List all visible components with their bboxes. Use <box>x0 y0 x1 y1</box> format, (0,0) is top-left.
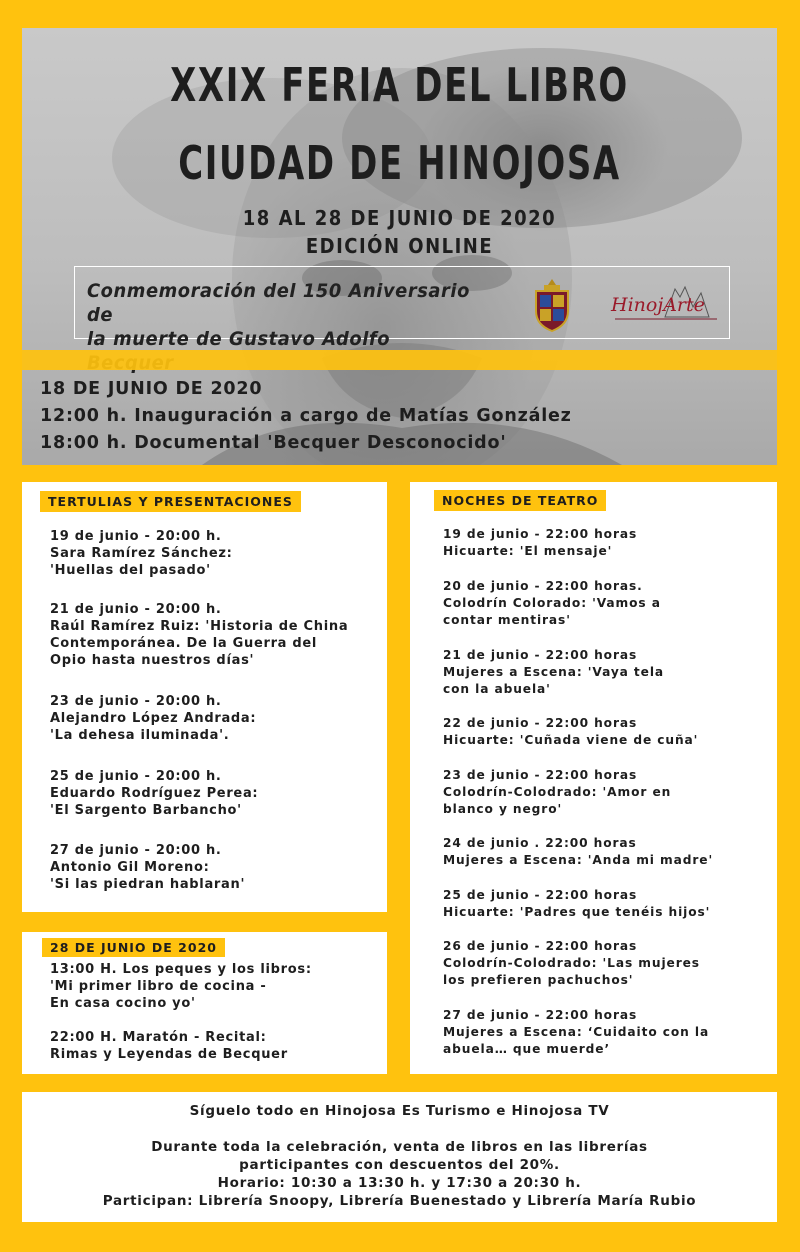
teatro-panel <box>410 482 777 1074</box>
item-author: Antonio Gil Moreno: <box>50 860 210 875</box>
item-title: Hicuarte: 'El mensaje' <box>443 544 613 558</box>
commemoration-line-2: la muerte de Gustavo Adolfo <box>87 328 391 350</box>
item-title: Colodrín Colorado: 'Vamos a <box>443 596 661 610</box>
list-item <box>443 1007 709 1058</box>
list-item <box>443 578 661 629</box>
item-date: 27 de junio - 20:00 h. <box>50 843 222 858</box>
item-date: 24 de junio . 22:00 horas <box>443 836 637 850</box>
tertulias-panel <box>22 482 387 912</box>
list-item <box>50 693 256 744</box>
item-date: 26 de junio - 22:00 horas <box>443 939 638 953</box>
item-title: Hicuarte: 'Cuñada viene de cuña' <box>443 733 699 747</box>
item-title: Contemporánea. De la Guerra del <box>50 636 318 651</box>
hero-banner <box>22 28 777 465</box>
item-title: Mujeres a Escena: ‘Cuidaito con la <box>443 1025 710 1039</box>
list-item <box>443 526 637 560</box>
discount-text: participantes con descuentos del 20%. <box>239 1157 560 1173</box>
item-date: 27 de junio - 22:00 horas <box>443 1008 638 1022</box>
item-title: los prefieren pachuchos' <box>443 973 634 987</box>
item-author: Alejandro López Andrada: <box>50 711 257 726</box>
item-title: 'Huellas del pasado' <box>50 563 211 578</box>
participants-text: Participan: Librería Snoopy, Librería Buenestado y Librería María Rubio <box>102 1193 697 1209</box>
title-line-1: XXIX FERIA DEL LIBRO <box>170 58 629 112</box>
item-title: 'La dehesa iluminada'. <box>50 728 230 743</box>
follow-text: Síguelo todo en Hinojosa Es Turismo e Hinojosa TV <box>189 1103 610 1119</box>
item-title: contar mentiras' <box>443 613 571 627</box>
item-date: 22 de junio - 22:00 horas <box>443 716 638 730</box>
item-title: 22:00 H. Maratón - Recital: <box>50 1030 267 1045</box>
item-date: 23 de junio - 20:00 h. <box>50 694 222 709</box>
list-item <box>50 961 312 1012</box>
title-line-2: CIUDAD DE HINOJOSA <box>178 136 621 190</box>
teatro-heading: NOCHES DE TEATRO <box>434 490 606 511</box>
info-footer-panel <box>22 1092 777 1222</box>
list-item <box>50 1029 288 1063</box>
closing-heading: 28 DE JUNIO DE 2020 <box>42 938 225 957</box>
item-date: 19 de junio - 22:00 horas <box>443 527 638 541</box>
list-item <box>50 768 258 819</box>
item-title: Mujeres a Escena: 'Vaya tela <box>443 665 665 679</box>
hinojarte-logo-art <box>605 277 725 327</box>
item-title: Colodrín-Colodrado: 'Las mujeres <box>443 956 700 970</box>
item-title: 13:00 H. Los peques y los libros: <box>50 962 312 977</box>
item-title: Hicuarte: 'Padres que tenéis hijos' <box>443 905 711 919</box>
hero-divider-band <box>22 350 777 370</box>
closing-day-panel <box>22 932 387 1074</box>
item-date: 19 de junio - 20:00 h. <box>50 529 222 544</box>
item-title: Rimas y Leyendas de Becquer <box>50 1047 288 1062</box>
opening-event-2: 18:00 h. Documental 'Becquer Desconocido' <box>40 433 507 453</box>
list-item <box>50 601 348 669</box>
hinojarte-logo <box>605 277 725 327</box>
item-date: 25 de junio - 22:00 horas <box>443 888 638 902</box>
opening-events <box>40 376 572 457</box>
item-title: Opio hasta nuestros días' <box>50 653 255 668</box>
item-author: Raúl Ramírez Ruiz: 'Historia de China <box>50 619 349 634</box>
schedule-text: Horario: 10:30 a 13:30 h. y 17:30 a 20:30 h. <box>217 1175 582 1191</box>
item-title: 'Si las piedran hablaran' <box>50 877 246 892</box>
item-date: 20 de junio - 22:00 horas. <box>443 579 643 593</box>
list-item <box>50 842 245 893</box>
item-title: 'Mi primer libro de cocina - <box>50 979 267 994</box>
commemoration-box <box>74 266 730 350</box>
item-date: 25 de junio - 20:00 h. <box>50 769 222 784</box>
opening-event-1: 12:00 h. Inauguración a cargo de Matías González <box>40 406 572 426</box>
opening-date: 18 DE JUNIO DE 2020 <box>40 379 263 399</box>
hinojarte-logo-text: HinojArte <box>611 294 705 316</box>
item-author: Eduardo Rodríguez Perea: <box>50 786 259 801</box>
list-item <box>443 647 664 698</box>
tertulias-heading: TERTULIAS Y PRESENTACIONES <box>40 491 301 512</box>
item-title: Mujeres a Escena: 'Anda mi madre' <box>443 853 714 867</box>
event-dates: 18 AL 28 DE JUNIO DE 2020 <box>242 206 557 230</box>
list-item <box>443 715 698 749</box>
list-item <box>443 887 710 921</box>
item-title: blanco y negro' <box>443 802 563 816</box>
list-item <box>443 767 671 818</box>
item-date: 21 de junio - 22:00 horas <box>443 648 638 662</box>
list-item <box>443 938 700 989</box>
item-author: Sara Ramírez Sánchez: <box>50 546 233 561</box>
coat-of-arms-icon <box>532 277 572 333</box>
list-item <box>443 835 713 869</box>
item-title: 'El Sargento Barbancho' <box>50 803 242 818</box>
item-title: con la abuela' <box>443 682 551 696</box>
item-title: Colodrín-Colodrado: 'Amor en <box>443 785 672 799</box>
item-date: 21 de junio - 20:00 h. <box>50 602 222 617</box>
list-item <box>50 528 233 579</box>
commemoration-line-1: Conmemoración del 150 Aniversario de <box>87 280 470 326</box>
edition-label: EDICIÓN ONLINE <box>305 234 494 258</box>
item-date: 23 de junio - 22:00 horas <box>443 768 638 782</box>
item-title: En casa cocino yo' <box>50 996 196 1011</box>
sale-text: Durante toda la celebración, venta de libros en las librerías <box>151 1139 648 1155</box>
item-title: abuela… que muerde’ <box>443 1042 611 1056</box>
